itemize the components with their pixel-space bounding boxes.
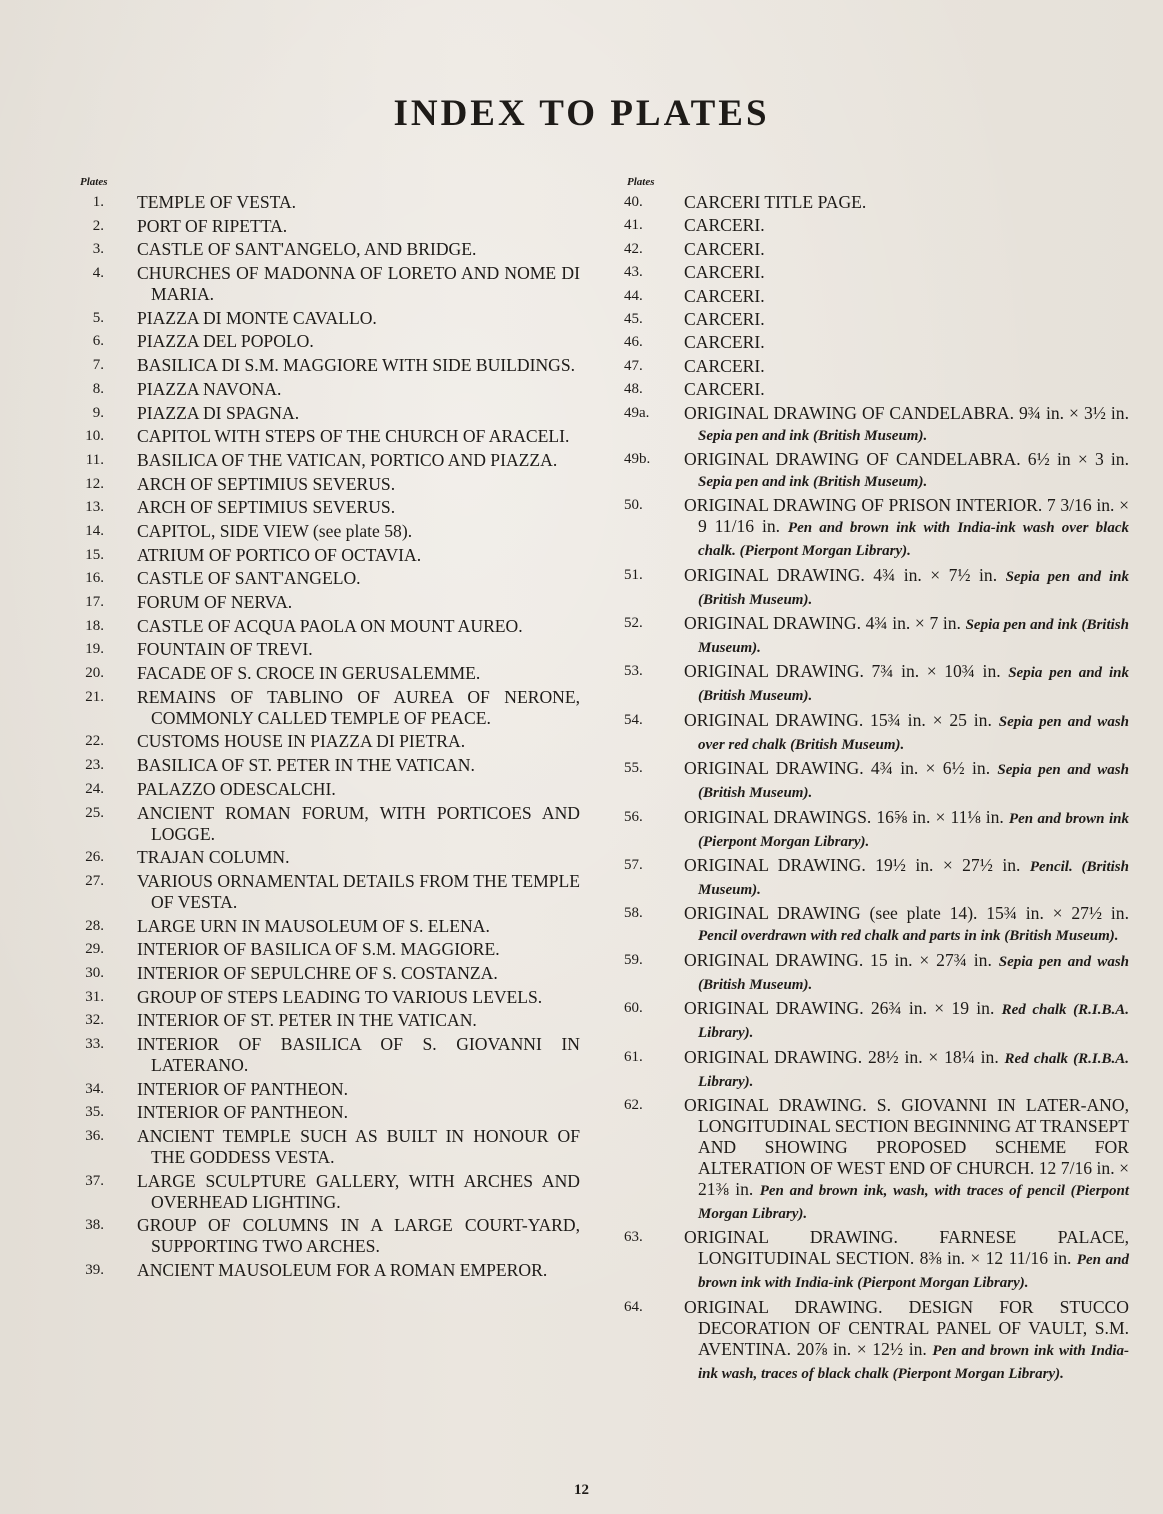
plate-medium-note: Sepia pen and ink (British Museum). <box>698 473 928 490</box>
plate-entry <box>80 355 580 376</box>
plate-caption: ORIGINAL DRAWING. 19½ in. × 27½ in. <box>684 855 1021 876</box>
plate-number: 25. <box>85 804 104 821</box>
plate-description <box>684 262 1129 283</box>
plate-number: 52. <box>624 615 643 632</box>
plate-description <box>684 309 1129 330</box>
plate-caption: ATRIUM OF PORTICO OF OCTAVIA. <box>137 544 422 565</box>
plate-number: 60. <box>624 1000 643 1017</box>
plate-caption: BASILICA OF THE VATICAN, PORTICO AND PIAZZA. <box>137 449 558 470</box>
plate-caption: ORIGINAL DRAWING. S. GIOVANNI IN LATER-ANO, LONGITUDINAL SECTION BEGINNING AT TRANSEPT AND SHOWING PROPOSED SCHEME FOR ALTERATION OF WEST END OF CHURCH. 12 7/16 in. × 21⅜ in. <box>684 1094 1129 1199</box>
plate-description <box>137 939 580 960</box>
plate-entry <box>80 963 580 984</box>
plate-caption: CARCERI. <box>684 379 765 400</box>
plate-number: 46. <box>624 334 643 351</box>
plate-caption: TEMPLE OF VESTA. <box>137 192 297 212</box>
plate-entry <box>624 998 1129 1044</box>
plate-number: 31. <box>85 988 104 1005</box>
plate-entry <box>80 426 580 447</box>
plate-description <box>684 192 1129 213</box>
plate-entry <box>624 661 1129 707</box>
plate-number: 32. <box>85 1012 104 1029</box>
plate-entry <box>80 216 580 237</box>
plate-number: 7. <box>92 357 104 374</box>
plate-entry <box>624 239 1129 260</box>
plate-number: 13. <box>85 499 104 516</box>
plate-entry <box>80 1126 580 1168</box>
plate-description <box>137 216 580 237</box>
plate-number: 14. <box>85 522 104 539</box>
plate-caption: GROUP OF STEPS LEADING TO VARIOUS LEVELS. <box>137 986 543 1007</box>
plate-medium-note: Sepia pen and wash over red chalk (British Museum). <box>698 713 1129 753</box>
plate-entry <box>80 1102 580 1123</box>
plate-caption: ORIGINAL DRAWING (see plate 14). 15¾ in. × 27½ in. <box>684 903 1129 924</box>
plate-medium-note: Sepia pen and ink (British Museum). <box>698 568 1129 608</box>
plate-number: 6. <box>92 333 104 350</box>
plate-caption: CASTLE OF SANT'ANGELO. <box>137 568 361 589</box>
plate-entry <box>80 1260 580 1281</box>
plate-description <box>137 308 580 329</box>
plate-number: 11. <box>85 451 104 468</box>
plate-description <box>137 592 580 613</box>
plate-caption: INTERIOR OF PANTHEON. <box>137 1078 348 1099</box>
plate-caption: INTERIOR OF ST. PETER IN THE VATICAN. <box>137 1010 477 1031</box>
plate-entry <box>80 755 580 776</box>
plate-number: 21. <box>85 688 104 705</box>
plate-entry <box>80 308 580 329</box>
plate-entry <box>80 1010 580 1031</box>
plate-caption: PIAZZA DI MONTE CAVALLO. <box>137 307 377 328</box>
plate-entry <box>80 474 580 495</box>
page-title: INDEX TO PLATES <box>393 93 770 134</box>
plate-entry <box>80 1079 580 1100</box>
plate-medium-note: Pen and brown ink with India-ink (Pierpont Morgan Library). <box>698 1252 1129 1292</box>
plate-caption: CARCERI. <box>684 238 765 259</box>
plate-caption: ORIGINAL DRAWINGS. 16⅝ in. × 11⅛ in. <box>684 806 1004 827</box>
plates-column-header: Plates <box>627 176 655 188</box>
page-number: 12 <box>574 1482 589 1498</box>
plate-caption: ORIGINAL DRAWING. FARNESE PALACE, LONGITUDINAL SECTION. 8⅜ in. × 12 11/16 in. <box>684 1227 1129 1269</box>
plate-description <box>684 855 1129 901</box>
plate-caption: CAPITOL, SIDE VIEW (see plate 58). <box>137 520 413 541</box>
plate-entry <box>624 565 1129 611</box>
plate-caption: INTERIOR OF PANTHEON. <box>137 1102 348 1123</box>
plate-entry <box>624 286 1129 307</box>
plate-medium-note: Red chalk (R.I.B.A. Library). <box>698 1002 1129 1042</box>
plate-description <box>137 663 580 684</box>
plate-entry <box>80 192 580 213</box>
plate-number: 33. <box>85 1036 104 1052</box>
plate-entry <box>80 987 580 1008</box>
plate-description <box>137 331 580 352</box>
plate-caption: LARGE URN IN MAUSOLEUM OF S. ELENA. <box>137 915 490 936</box>
plate-medium-note: Pencil. (British Museum). <box>698 859 1129 899</box>
plate-caption: CARCERI. <box>684 285 765 306</box>
plate-description <box>684 1047 1129 1093</box>
plate-description <box>137 731 580 752</box>
plate-entry <box>624 215 1129 236</box>
plate-description <box>137 1079 580 1100</box>
plate-description <box>137 450 580 471</box>
plate-description <box>684 1227 1129 1294</box>
plate-number: 8. <box>92 380 104 397</box>
plate-entry <box>80 803 580 845</box>
plate-entry <box>624 613 1129 659</box>
plate-entry <box>80 239 580 260</box>
plate-entry <box>80 545 580 566</box>
plate-description <box>137 847 580 868</box>
plate-number: 16. <box>85 570 104 587</box>
plate-caption: FORUM OF NERVA. <box>137 592 293 612</box>
plate-medium-note: Sepia pen and wash (British Museum). <box>698 762 1129 802</box>
plate-description <box>137 639 580 660</box>
plate-number: 2. <box>92 217 104 234</box>
plate-description <box>137 355 580 376</box>
plate-entry <box>80 1171 580 1213</box>
plate-entry <box>80 450 580 471</box>
plate-description <box>684 1095 1129 1225</box>
plate-entry <box>624 449 1129 493</box>
plate-number: 12. <box>85 475 104 492</box>
plate-medium-note: Pen and brown ink (Pierpont Morgan Library). <box>698 810 1129 850</box>
plate-number: 41. <box>624 217 643 234</box>
plate-entry <box>624 192 1129 213</box>
plate-number: 57. <box>624 857 643 874</box>
plate-number: 53. <box>624 663 643 680</box>
plate-number: 5. <box>92 309 104 326</box>
plate-number: 35. <box>85 1104 104 1121</box>
plate-description <box>137 987 580 1008</box>
plate-entry <box>80 331 580 352</box>
plate-number: 40. <box>624 194 643 210</box>
plate-caption: ORIGINAL DRAWING OF CANDELABRA. 6½ in × 3 in. <box>684 448 1129 469</box>
plate-entry <box>80 731 580 752</box>
plate-caption: PIAZZA DI SPAGNA. <box>137 402 300 423</box>
plate-number: 37. <box>85 1172 104 1189</box>
plate-description <box>684 710 1129 756</box>
plate-description <box>137 426 580 447</box>
plate-number: 49b. <box>624 450 651 467</box>
plate-caption: PIAZZA DEL POPOLO. <box>137 331 314 352</box>
plate-entry <box>80 592 580 613</box>
plate-number: 26. <box>85 849 104 866</box>
plate-number: 30. <box>85 964 104 981</box>
plate-number: 10. <box>85 428 104 445</box>
plate-caption: INTERIOR OF BASILICA OF S.M. MAGGIORE. <box>137 939 500 960</box>
plate-description <box>684 449 1129 493</box>
plate-medium-note: Pencil overdrawn with red chalk and parts in ink (British Museum). <box>698 928 1119 945</box>
plate-number: 22. <box>85 733 104 750</box>
plate-number: 17. <box>85 594 104 610</box>
plate-medium-note: Pen and brown ink, wash, with traces of pencil (Pierpont Morgan Library). <box>698 1182 1129 1222</box>
plate-number: 18. <box>85 617 104 634</box>
plate-description <box>137 1010 580 1031</box>
plate-description <box>137 871 580 913</box>
plate-number: 43. <box>624 264 643 281</box>
plate-caption: CARCERI. <box>684 262 765 283</box>
plate-number: 58. <box>624 905 643 922</box>
plate-description <box>684 903 1129 947</box>
plate-number: 59. <box>624 951 643 968</box>
plate-number: 34. <box>85 1080 104 1097</box>
plate-number: 49a. <box>624 404 650 421</box>
plate-caption: CAPITOL WITH STEPS OF THE CHURCH OF ARACELI. <box>137 426 570 447</box>
plate-caption: BASILICA OF ST. PETER IN THE VATICAN. <box>137 755 475 776</box>
plate-description <box>684 1297 1129 1385</box>
plate-number: 23. <box>85 757 104 774</box>
plate-entry <box>80 568 580 589</box>
plate-caption: CARCERI TITLE PAGE. <box>684 192 867 212</box>
plate-medium-note: Red chalk (R.I.B.A. Library). <box>698 1050 1129 1090</box>
plate-number: 36. <box>85 1128 104 1145</box>
plate-entry <box>624 1297 1129 1385</box>
plate-caption: CARCERI. <box>684 332 765 353</box>
plate-description <box>137 616 580 637</box>
plate-medium-note: Sepia pen and wash (British Museum). <box>698 953 1129 993</box>
plate-caption: BASILICA DI S.M. MAGGIORE WITH SIDE BUILDINGS. <box>137 355 576 376</box>
plate-caption: TRAJAN COLUMN. <box>137 847 290 868</box>
plate-number: 39. <box>85 1262 104 1279</box>
plate-caption: ORIGINAL DRAWING. 15¾ in. × 25 in. <box>684 709 992 730</box>
plate-entry <box>80 403 580 424</box>
plate-medium-note: Sepia pen and ink (British Museum). <box>698 617 1129 657</box>
plate-caption: INTERIOR OF SEPULCHRE OF S. COSTANZA. <box>137 962 498 983</box>
plate-entry <box>624 1227 1129 1294</box>
plate-caption: CARCERI. <box>684 215 765 236</box>
plate-entry <box>80 263 580 305</box>
plate-number: 64. <box>624 1298 643 1315</box>
plates-column-header: Plates <box>80 176 108 188</box>
plate-number: 44. <box>624 287 643 304</box>
plate-description <box>684 495 1129 562</box>
plate-caption: ORIGINAL DRAWING. 7¾ in. × 10¾ in. <box>684 661 1001 682</box>
plate-caption: LARGE SCULPTURE GALLERY, WITH ARCHES AND OVERHEAD LIGHTING. <box>137 1170 580 1212</box>
plate-entry <box>80 847 580 868</box>
plate-description <box>684 758 1129 804</box>
plate-medium-note: Pen and brown ink with India-ink wash over black chalk. (Pierpont Morgan Library). <box>698 520 1129 560</box>
plate-description <box>684 332 1129 353</box>
plate-description <box>684 239 1129 260</box>
plate-description <box>137 1102 580 1123</box>
plate-description <box>137 803 580 845</box>
plate-entry <box>624 758 1129 804</box>
plate-entry <box>80 521 580 542</box>
plate-description <box>137 1215 580 1257</box>
plate-list-right <box>624 192 1129 1385</box>
plate-caption: VARIOUS ORNAMENTAL DETAILS FROM THE TEMPLE OF VESTA. <box>137 870 580 912</box>
plate-entry <box>624 332 1129 353</box>
plate-entry <box>80 871 580 913</box>
plate-caption: ARCH OF SEPTIMIUS SEVERUS. <box>137 473 396 494</box>
plate-caption: CUSTOMS HOUSE IN PIAZZA DI PIETRA. <box>137 731 466 752</box>
plate-entry <box>80 616 580 637</box>
plate-caption: CARCERI. <box>684 308 765 329</box>
plate-list-left <box>80 192 580 1281</box>
plate-description <box>137 687 580 729</box>
plate-number: 55. <box>624 760 643 777</box>
right-column <box>624 176 1129 1385</box>
plate-number: 29. <box>85 941 104 958</box>
plate-caption: ARCH OF SEPTIMIUS SEVERUS. <box>137 497 396 518</box>
plate-number: 27. <box>85 872 104 889</box>
plate-caption: CHURCHES OF MADONNA OF LORETO AND NOME DI MARIA. <box>137 263 580 305</box>
plate-entry <box>624 309 1129 330</box>
plate-number: 24. <box>85 780 104 797</box>
plate-entry <box>80 916 580 937</box>
plate-description <box>684 565 1129 611</box>
plate-description <box>684 613 1129 659</box>
plate-caption: ORIGINAL DRAWING OF PRISON INTERIOR. 7 3/16 in. × 9 11/16 in. <box>684 495 1129 537</box>
plate-description <box>684 998 1129 1044</box>
plate-description <box>137 916 580 937</box>
plate-caption: CARCERI. <box>684 355 765 376</box>
plate-entry <box>624 495 1129 562</box>
left-column <box>80 176 580 1281</box>
plate-description <box>137 1034 580 1076</box>
plate-description <box>137 1260 580 1281</box>
plate-caption: CASTLE OF ACQUA PAOLA ON MOUNT AUREO. <box>137 615 523 636</box>
plate-caption: PIAZZA NAVONA. <box>137 378 282 399</box>
plate-caption: ANCIENT ROMAN FORUM, WITH PORTICOES AND LOGGE. <box>137 802 580 844</box>
plate-description <box>137 263 580 305</box>
plate-caption: FOUNTAIN OF TREVI. <box>137 639 313 660</box>
plate-description <box>684 807 1129 853</box>
plate-entry <box>624 807 1129 853</box>
plate-description <box>137 379 580 400</box>
plate-description <box>137 1171 580 1213</box>
plate-entry <box>624 855 1129 901</box>
plate-description <box>137 963 580 984</box>
plate-entry <box>80 687 580 729</box>
plate-caption: ORIGINAL DRAWING. DESIGN FOR STUCCO DECORATION OF CENTRAL PANEL OF VAULT, S.M. AVENTINA. 20⅞ in. × 12½ in. <box>684 1296 1129 1359</box>
plate-number: 20. <box>85 665 104 682</box>
plate-number: 42. <box>624 240 643 257</box>
plate-number: 61. <box>624 1048 643 1065</box>
plate-caption: ORIGINAL DRAWING OF CANDELABRA. 9¾ in. × 3½ in. <box>684 402 1129 423</box>
plate-description <box>137 192 580 213</box>
plate-description <box>137 474 580 495</box>
plate-entry <box>80 639 580 660</box>
plate-entry <box>80 497 580 518</box>
plate-caption: ANCIENT MAUSOLEUM FOR A ROMAN EMPEROR. <box>137 1260 548 1281</box>
plate-description <box>137 568 580 589</box>
plate-caption: ORIGINAL DRAWING. 26¾ in. × 19 in. <box>684 998 995 1019</box>
plate-description <box>684 215 1129 236</box>
plate-number: 9. <box>92 404 104 421</box>
plate-entry <box>80 663 580 684</box>
plate-medium-note: Sepia pen and ink (British Museum). <box>698 427 928 444</box>
plate-description <box>137 1126 580 1168</box>
plate-caption: ANCIENT TEMPLE SUCH AS BUILT IN HONOUR OF THE GODDESS VESTA. <box>137 1126 580 1168</box>
plate-description <box>137 545 580 566</box>
plate-number: 19. <box>85 641 104 658</box>
plate-description <box>137 497 580 518</box>
plate-caption: ORIGINAL DRAWING. 4¾ in. × 7 in. <box>684 613 961 634</box>
plate-entry <box>624 356 1129 377</box>
plate-description <box>137 521 580 542</box>
plate-description <box>684 950 1129 996</box>
plate-caption: GROUP OF COLUMNS IN A LARGE COURT-YARD, SUPPORTING TWO ARCHES. <box>137 1215 580 1257</box>
plate-number: 47. <box>624 357 643 374</box>
plate-caption: ORIGINAL DRAWING. 4¾ in. × 7½ in. <box>684 564 998 585</box>
plate-medium-note: Pen and brown ink with India-ink wash, traces of black chalk (Pierpont Morgan Library). <box>698 1342 1129 1382</box>
plate-number: 4. <box>92 265 104 282</box>
plate-description <box>684 403 1129 447</box>
plate-description <box>684 379 1129 400</box>
plate-entry <box>80 379 580 400</box>
plate-caption: PORT OF RIPETTA. <box>137 215 288 236</box>
plate-entry <box>624 710 1129 756</box>
plate-entry <box>624 262 1129 283</box>
plate-entry <box>80 939 580 960</box>
plate-number: 28. <box>85 917 104 934</box>
plate-number: 45. <box>624 310 643 327</box>
plate-entry <box>80 779 580 800</box>
plate-number: 56. <box>624 808 643 825</box>
plate-description <box>137 779 580 800</box>
plate-number: 51. <box>624 566 643 583</box>
plate-description <box>137 239 580 260</box>
plate-description <box>684 286 1129 307</box>
plate-number: 62. <box>624 1096 643 1113</box>
plate-entry <box>80 1215 580 1257</box>
plate-caption: CASTLE OF SANT'ANGELO, AND BRIDGE. <box>137 239 477 260</box>
plate-entry <box>624 379 1129 400</box>
plate-number: 1. <box>92 194 104 210</box>
plate-description <box>684 356 1129 377</box>
plate-caption: ORIGINAL DRAWING. 28½ in. × 18¼ in. <box>684 1046 999 1067</box>
plate-number: 50. <box>624 497 643 514</box>
plate-number: 38. <box>85 1217 104 1234</box>
plate-caption: REMAINS OF TABLINO OF AUREA OF NERONE, COMMONLY CALLED TEMPLE OF PEACE. <box>137 686 580 728</box>
plate-caption: INTERIOR OF BASILICA OF S. GIOVANNI IN LATERANO. <box>137 1034 580 1075</box>
plate-description <box>684 661 1129 707</box>
plate-medium-note: Sepia pen and ink (British Museum). <box>698 665 1129 705</box>
plate-entry <box>624 950 1129 996</box>
plate-number: 54. <box>624 711 643 728</box>
plate-entry <box>624 1047 1129 1093</box>
plate-entry <box>624 1095 1129 1225</box>
plate-caption: ORIGINAL DRAWING. 4¾ in. × 6½ in. <box>684 758 991 779</box>
plate-number: 15. <box>85 546 104 563</box>
plate-description <box>137 755 580 776</box>
plate-description <box>137 403 580 424</box>
plate-number: 48. <box>624 381 643 398</box>
plate-number: 3. <box>92 241 104 258</box>
plate-entry <box>80 1034 580 1076</box>
plate-entry <box>624 403 1129 447</box>
plate-entry <box>624 903 1129 947</box>
plate-caption: FACADE OF S. CROCE IN GERUSALEMME. <box>137 663 481 684</box>
plate-caption: PALAZZO ODESCALCHI. <box>137 778 336 799</box>
plate-number: 63. <box>624 1229 643 1246</box>
plate-caption: ORIGINAL DRAWING. 15 in. × 27¾ in. <box>684 949 992 970</box>
